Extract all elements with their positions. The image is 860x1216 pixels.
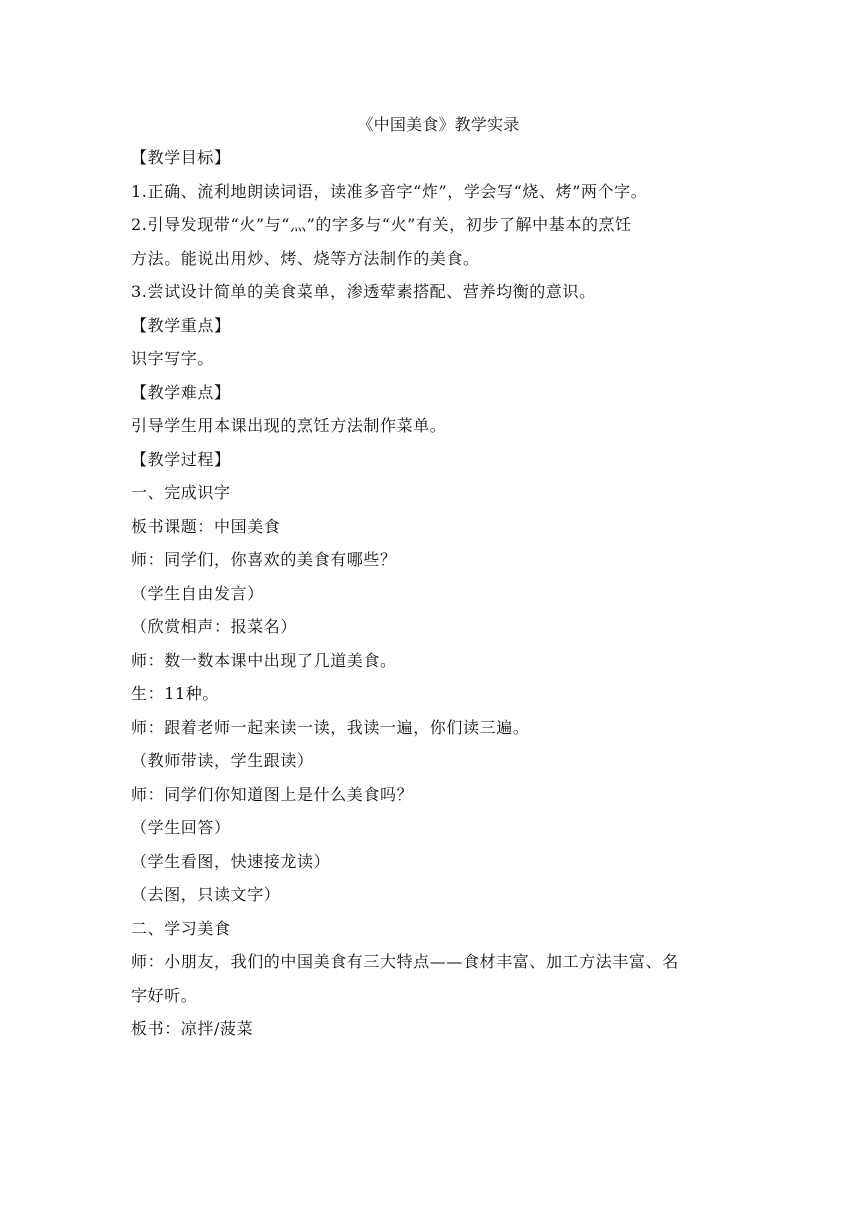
objective-2-line-2: 方法。能说出用炒、烤、烧等方法制作的美食。 [131,248,480,268]
process-line: （欣赏相声：报菜名） [131,617,298,636]
document-title: 《中国美食》教学实录 [357,115,520,134]
process-line: （学生自由发言） [131,583,264,603]
process-line: （去图，只读文字） [131,885,281,904]
key-point-text: 识字写字。 [131,349,215,368]
objective-3: 3.尝试设计简单的美食菜单，渗透荤素搭配、营养均衡的意识。 [131,282,596,301]
process-line: （教师带读，学生跟读） [131,751,314,770]
section-heading-process: 【教学过程】 [131,449,231,469]
process-line: 字好听。 [131,985,198,1005]
section-heading-objectives: 【教学目标】 [131,148,231,167]
process-line: 师：同学们，你喜欢的美食有哪些？ [131,550,397,569]
process-line: 板书课题：中国美食 [131,516,281,536]
objective-2-line-1: 2.引导发现带“火”与“灬”的字多与“火”有关，初步了解中基本的烹饪 [131,215,632,234]
process-line: 师：数一数本课中出现了几道美食。 [131,650,397,670]
process-line: （学生回答） [131,818,231,837]
process-step-2-heading: 二、学习美食 [131,918,231,938]
objective-1: 1.正确、流利地朗读词语，读准多音字“炸”，学会写“烧、烤”两个字。 [131,181,648,201]
process-line: 生：11种。 [131,684,219,703]
difficulty-text: 引导学生用本课出现的烹饪方法制作菜单。 [131,416,447,435]
process-line: 师：跟着老师一起来读一读，我读一遍，你们读三遍。 [131,717,530,737]
section-heading-key-points: 【教学重点】 [131,315,231,335]
section-heading-difficulties: 【教学难点】 [131,382,231,402]
process-line: 板书：凉拌/菠菜 [131,1019,254,1038]
process-line: （学生看图，快速接龙读） [131,851,331,871]
process-line: 师：小朋友，我们的中国美食有三大特点——食材丰富、加工方法丰富、名 [131,952,679,971]
document-body [131,108,746,1046]
process-step-1-heading: 一、完成识字 [131,483,231,502]
process-line: 师：同学们你知道图上是什么美食吗？ [131,784,414,804]
